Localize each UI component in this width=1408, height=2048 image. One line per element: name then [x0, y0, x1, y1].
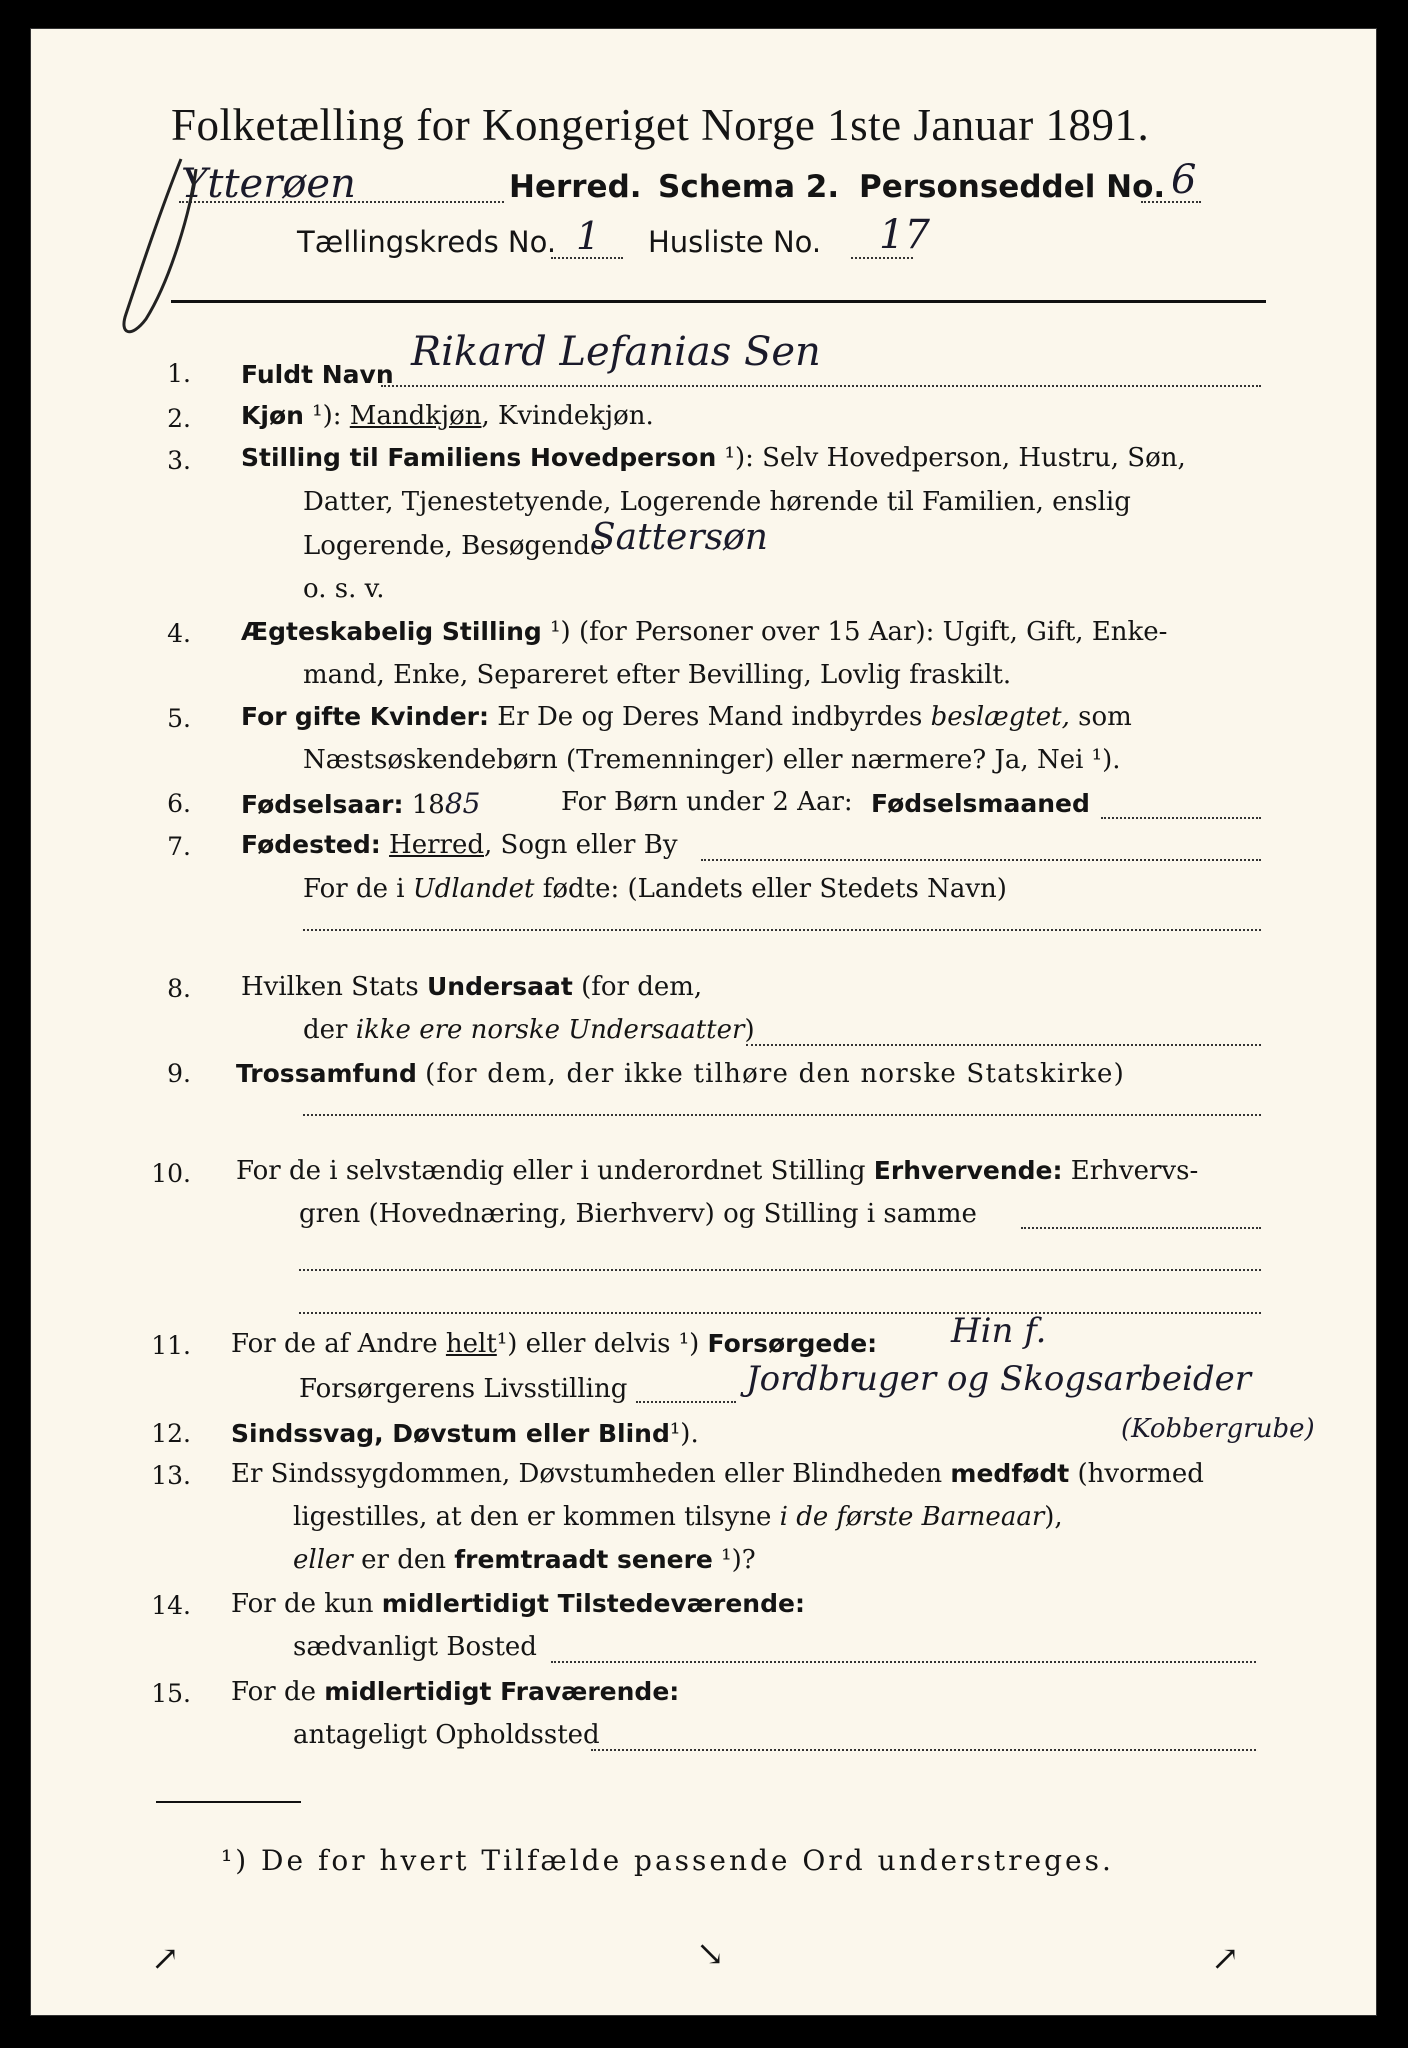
q11-number: 11. [151, 1331, 191, 1360]
q11-answer1: Hin f. [951, 1311, 1047, 1351]
q8-dotted-line [746, 1044, 1261, 1046]
q9-number: 9. [167, 1059, 191, 1088]
herred-dotted-line [179, 201, 504, 203]
q13-line3-a: er den [361, 1545, 446, 1575]
q5-line2: Næstsøskendebørn (Tremenninger) eller nærmere? Ja, Nei ¹). [303, 745, 1121, 775]
q11-line1-a: For de af Andre [231, 1329, 438, 1359]
q11-line1-b: ¹) eller delvis ¹) [496, 1329, 700, 1359]
personseddel-value: 6 [1171, 157, 1197, 203]
census-form: Folketælling for Kongeriget Norge 1ste Januar 1891. Ytterøen Herred. Schema 2. Personseddel No. 6 Tællingskreds No. 1 Husliste No. 17 1. Fuldt Navn Rikard Lefanias Sen 2. Kjøn ¹): Mandkjøn, Kvindekjøn. 3. Stilling til Familiens Hovedperson ¹): Selv Hovedperson, Hustru, Søn, Datter, Tjenestetyende, Logerende hørende til Familien, enslig Logerende, Besøgende Sattersøn o. s. v. 4. Ægteskabelig Stilling ¹) (for Personer over 15 Aar): Ugift, Gift, Enke- mand, Enke, Separeret efter Bevilling, Lovlig fraskilt. 5. For gifte Kvinder: Er De og Deres Mand indbyrdes beslægtet, som Næstsøskendebørn (Tremenninger) eller nærmere? Ja, Nei ¹). 6. Fødselsaar: 1885 For Børn under 2 Aar: Fødselsmaaned 7. Fødested: Herred, Sogn eller By For de i Udlandet fødte: (Landets eller Stedets Navn) 8. Hvilken Stats Undersaat (for dem, der ikke ere norske Undersaatter) 9. Trossamfund (for dem, der ikke tilhøre den norske Statskirke) 10. For de i selvstændig eller i underordnet Stilling Erhvervende: Erhvervs- gren (Hovednæring, Bierhverv) og Stilling i samme 11. For de af Andre helt¹) eller delvis ¹) Forsørgede: Hin f. Forsørgerens Livsstilling Jordbruger og Skogsarbeider (Kobbergrube) 12. Sindssvag, Døvstum eller Blind¹). 13. Er Sindssygdommen, Døvstumheden eller Blindheden medfødt (hvormed ligestilles, at den er kommen tilsyne i de første Barneaar), eller er den fremtraadt senere ¹)? 14. For de kun midlertidigt Tilstedeværende: sædvanligt Bosted 15. For de midlertidigt Fraværende: antageligt Opholdssted ¹) De for hvert Tilfælde passende Ord understreges. ↗ ↘ ↗ [30, 28, 1377, 2016]
husliste-label: Husliste No. [648, 225, 822, 259]
q1-dotted-line [381, 385, 1261, 387]
q12-number: 12. [151, 1419, 191, 1448]
husliste-dotted-line [851, 257, 913, 259]
taellingskreds-label: Tællingskreds No. [297, 225, 557, 259]
q5-label-a: For [241, 702, 287, 731]
q9-dotted-line [303, 1114, 1261, 1116]
personseddel-label: Personseddel No. [859, 169, 1166, 205]
q2-number: 2. [167, 404, 191, 433]
header-rule [171, 300, 1266, 303]
q3-line2: Datter, Tjenestetyende, Logerende hørende til Familien, enslig [303, 487, 1131, 517]
corner-mark-right: ↗ [1211, 1939, 1240, 1979]
q12-sup: ¹). [669, 1419, 699, 1449]
q15-line1-bold: midlertidigt Fraværende: [324, 1677, 680, 1706]
q7-line2-a: For de i [303, 874, 405, 904]
q4-label: Ægteskabelig Stilling [241, 617, 542, 646]
q8-line2-a: der [303, 1015, 348, 1045]
q13-line2-b: ), [1044, 1502, 1063, 1532]
q10-line1-a: For de i selvstændig eller i underordnet Stilling [236, 1156, 866, 1186]
herred-value: Ytterøen [181, 161, 356, 207]
q6-dotted-line [1101, 817, 1261, 819]
q5-line1-italic: beslægtet, [930, 702, 1070, 732]
q13-line3-italic: eller [293, 1545, 353, 1575]
q5-number: 5. [167, 704, 191, 733]
q10-dotted-line-3 [299, 1312, 1261, 1314]
q7-number: 7. [167, 832, 191, 861]
q5-line1: Er De og Deres Mand indbyrdes [497, 702, 923, 732]
personseddel-dotted-line [1141, 201, 1201, 203]
q10-line2: gren (Hovednæring, Bierhverv) og Stilling i samme [299, 1199, 977, 1229]
q8-line2-italic: ikke ere norske Undersaatter [355, 1015, 745, 1045]
q4-line1: (for Personer over 15 Aar): Ugift, Gift, Enke- [578, 617, 1168, 647]
q6-label: Fødselsaar: [241, 790, 404, 819]
q5-line1-end: som [1078, 702, 1132, 732]
husliste-value: 17 [879, 212, 930, 258]
q3-line3: Logerende, Besøgende [303, 531, 606, 561]
q6-prefix: 18 [411, 790, 445, 820]
form-title: Folketælling for Kongeriget Norge 1ste Januar 1891. [171, 100, 1150, 150]
q3-label: Stilling til Familiens Hovedperson [241, 443, 717, 472]
taellingskreds-dotted-line [551, 257, 623, 259]
q2-label: Kjøn [241, 401, 304, 430]
q3-line4: o. s. v. [303, 574, 385, 604]
footnote-rule [156, 1801, 301, 1803]
q12-label: Sindssvag, Døvstum eller Blind [231, 1419, 670, 1448]
q8-line1-a: Hvilken Stats [241, 972, 419, 1002]
q7-label: Fødested: [241, 830, 381, 859]
q13-line1-b: (hvormed [1077, 1459, 1204, 1489]
q6-mid: For Børn under 2 Aar: [561, 787, 853, 817]
herred-label: Herred. [509, 169, 642, 205]
q15-line1-a: For de [231, 1677, 316, 1707]
q1-label: Fuldt Navn [241, 360, 394, 389]
q7-line2-b: fødte: (Landets eller Stedets Navn) [542, 874, 1007, 904]
q11-answer3: (Kobbergrube) [1121, 1414, 1315, 1444]
q7-dotted-line-2 [303, 929, 1261, 931]
q13-line2-a: ligestilles, at den er kommen tilsyne [293, 1502, 772, 1532]
schema-label: Schema 2. [658, 169, 840, 205]
q13-line1-bold: medfødt [950, 1459, 1070, 1488]
handwritten-flourish [101, 149, 221, 349]
q8-line1-b: (for dem, [581, 972, 703, 1002]
q13-line3-b: ¹)? [721, 1545, 756, 1575]
taellingskreds-value: 1 [576, 214, 601, 258]
q11-line1-u: helt [445, 1329, 497, 1359]
q11-line1-bold: Forsørgede: [707, 1329, 878, 1358]
q11-answer2: Jordbruger og Skogsarbeider [746, 1359, 1252, 1399]
q9-label: Trossamfund [236, 1059, 417, 1088]
q14-line1-a: For de kun [231, 1589, 374, 1619]
q14-dotted-line [551, 1661, 1256, 1663]
q4-number: 4. [167, 619, 191, 648]
q9-line1: (for dem, der ikke tilhøre den norske Statskirke) [425, 1059, 1125, 1089]
q10-number: 10. [151, 1159, 191, 1188]
q1-number: 1. [167, 359, 191, 388]
footnote: ¹) De for hvert Tilfælde passende Ord understreges. [221, 1844, 1114, 1877]
q8-line2-b: ) [744, 1015, 755, 1045]
q5-label-b: gifte Kvinder: [294, 702, 490, 731]
q8-number: 8. [167, 974, 191, 1003]
q13-line3-bold: fremtraadt senere [454, 1545, 713, 1574]
corner-mark-left: ↗ [151, 1939, 180, 1979]
q3-line1: Selv Hovedperson, Hustru, Søn, [762, 443, 1186, 473]
q2-mandkjon: Mandkjøn [349, 401, 482, 431]
q1-answer: Rikard Lefanias Sen [411, 329, 821, 375]
q6-label2: Fødselsmaaned [871, 789, 1090, 818]
q10-line1-bold: Erhvervende: [873, 1156, 1063, 1185]
q15-number: 15. [151, 1679, 191, 1708]
corner-mark-center: ↘ [696, 1934, 725, 1974]
q7-sogn: , Sogn eller By [484, 830, 678, 860]
q11-line2: Forsørgerens Livsstilling [299, 1374, 628, 1404]
q10-line1-b: Erhvervs- [1070, 1156, 1199, 1186]
q14-line1-bold: midlertidigt Tilstedeværende: [381, 1589, 805, 1618]
q13-line1-a: Er Sindssygdommen, Døvstumheden eller Blindheden [231, 1459, 943, 1489]
q8-line1-bold: Undersaat [426, 972, 573, 1001]
q3-answer: Sattersøn [591, 517, 768, 558]
q6-answer: 85 [444, 787, 481, 820]
q13-line2-italic: i de første Barneaar [779, 1502, 1045, 1532]
q4-line2: mand, Enke, Separeret efter Bevilling, Lovlig fraskilt. [303, 660, 1012, 690]
q7-dotted-line [701, 859, 1261, 861]
q3-number: 3. [167, 446, 191, 475]
q7-herred: Herred [389, 830, 484, 860]
q13-number: 13. [151, 1461, 191, 1490]
q10-dotted-line [1021, 1227, 1261, 1229]
q6-number: 6. [167, 789, 191, 818]
q10-dotted-line-2 [299, 1269, 1261, 1271]
q11-dotted-line [636, 1401, 736, 1403]
q7-line2-italic: Udlandet [412, 874, 535, 904]
q15-dotted-line [591, 1749, 1256, 1751]
q15-line2: antageligt Opholdssted [293, 1720, 600, 1750]
q14-line2: sædvanligt Bosted [293, 1632, 537, 1662]
q14-number: 14. [151, 1591, 191, 1620]
q2-kvindekjon: , Kvindekjøn. [481, 401, 654, 431]
